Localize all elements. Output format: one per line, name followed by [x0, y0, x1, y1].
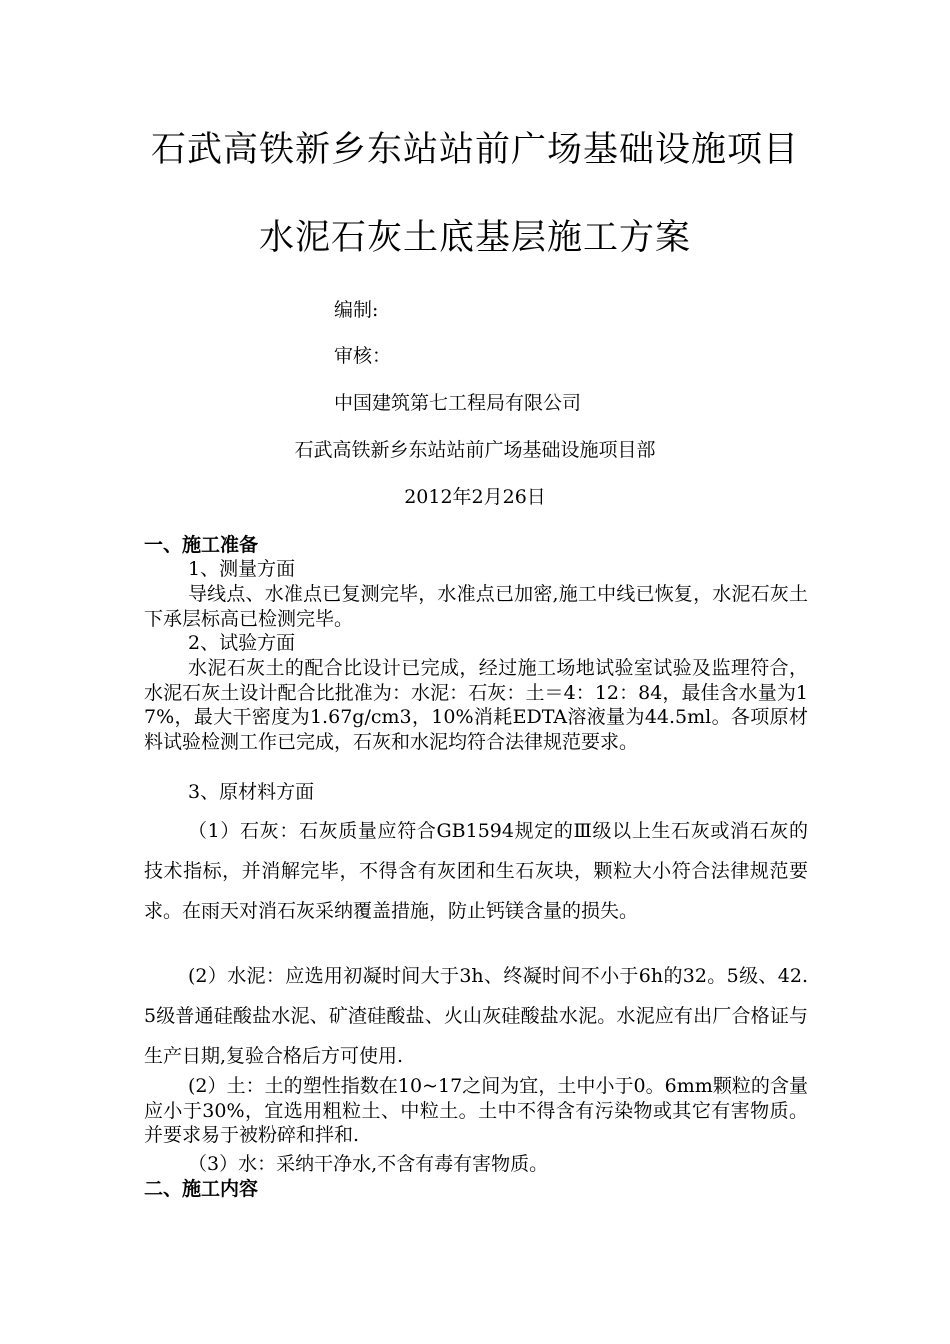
survey-paragraph: 导线点、水准点已复测完毕，水准点已加密,施工中线已恢复，水泥石灰土下承层标高已检测完毕。 [144, 583, 808, 630]
project-department: 石武高铁新乡东站站前广场基础设施项目部 [294, 439, 656, 461]
survey-heading: 1、测量方面 [188, 558, 296, 580]
section1-heading: 一、施工准备 [144, 534, 259, 556]
materials-heading: 3、原材料方面 [188, 781, 315, 803]
cement-paragraph: (2）水泥：应选用初凝时间大于3h、终凝时间不小于6h的32。5级、42.5级普通硅酸盐水泥、矿渣硅酸盐、火山灰硅酸盐水泥。水泥应有出厂合格证与生产日期,复验合格后方可使用. [144, 965, 808, 1067]
company-name: 中国建筑第七工程局有限公司 [334, 392, 582, 414]
water-paragraph: （3）水：采纳干净水,不含有毒有害物质。 [188, 1153, 549, 1175]
test-heading: 2、试验方面 [188, 632, 296, 654]
test-paragraph: 水泥石灰土的配合比设计已完成，经过施工场地试验室试验及监理符合，水泥石灰土设计配合比批准为：水泥：石灰：土＝4：12：84，最佳含水量为17%，最大干密度为1.67g/cm3，10%消耗EDTA溶液量为44.5ml。各项原材料试验检测工作已完成，石灰和水泥均符合法律规范要求。 [144, 657, 808, 753]
editor-label: 编制: [334, 299, 379, 321]
document-date: 2012年2月26日 [404, 486, 546, 508]
soil-paragraph: (2）土：土的塑性指数在10~17之间为宜，土中小于0。6mm颗粒的含量应小于30%，宜选用粗粒土、中粒土。土中不得含有污染物或其它有害物质。并要求易于被粉碎和拌和. [144, 1075, 808, 1146]
section2-heading: 二、施工内容 [144, 1178, 259, 1200]
document-title-line1: 石武高铁新乡东站站前广场基础设施项目 [150, 130, 799, 170]
document-title-line2: 水泥石灰土底基层施工方案 [258, 218, 691, 258]
lime-paragraph: （1）石灰：石灰质量应符合GB1594规定的Ⅲ级以上生石灰或消石灰的技术指标，并消解完毕，不得含有灰团和生石灰块，颗粒大小符合法律规范要求。在雨天对消石灰采纳覆盖措施，防止钙镁含量的损失。 [144, 820, 808, 922]
reviewer-label: 审核： [334, 345, 392, 367]
